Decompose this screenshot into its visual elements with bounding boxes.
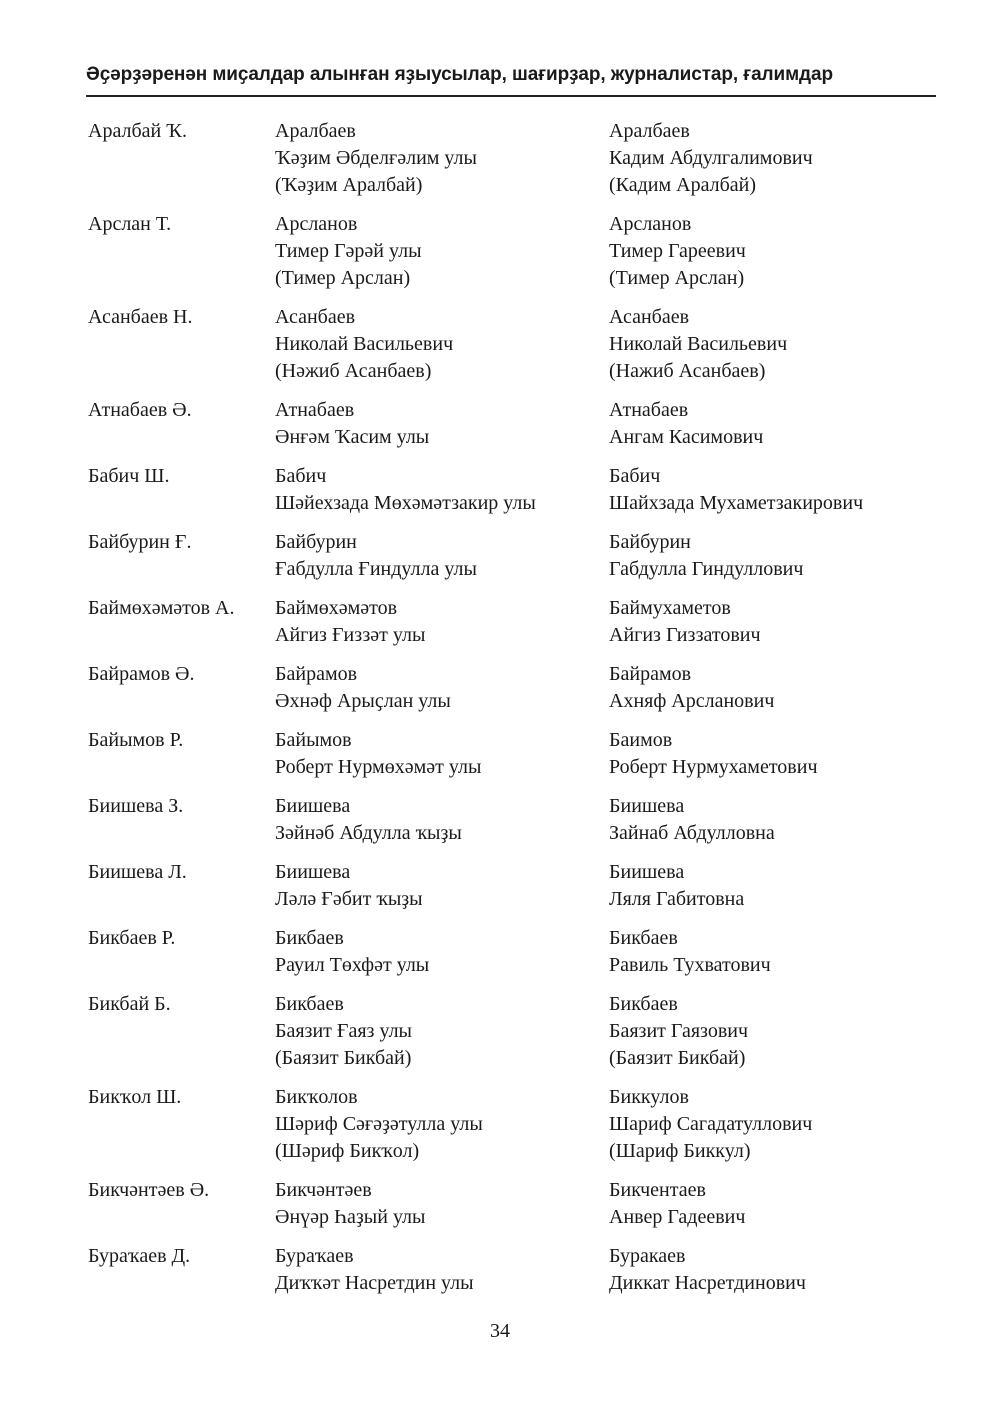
author-bashkir-name	[275, 793, 462, 847]
russian-name-line: Тимер Гареевич	[609, 240, 746, 262]
russian-name-line: Ангам Касимович	[609, 426, 764, 448]
author-entry	[0, 925, 1000, 979]
bashkir-name-line: (Тимер Арслан)	[275, 267, 411, 289]
author-russian-name	[609, 1084, 812, 1165]
russian-name-line: Аралбаев	[609, 120, 690, 142]
author-bashkir-name	[275, 463, 536, 517]
bashkir-name-line: Әнүәр Һаҙый улы	[275, 1206, 426, 1228]
russian-name-line: Равиль Тухватович	[609, 954, 771, 976]
author-short-name: Атнабаев Ә.	[88, 399, 192, 421]
author-russian-name	[609, 118, 813, 199]
bashkir-name-line: Әхнәф Арыҫлан улы	[275, 690, 451, 712]
bashkir-name-line: Рауил Төхфәт улы	[275, 954, 430, 976]
author-entry	[0, 727, 1000, 781]
russian-name-line: Шайхзада Мухаметзакирович	[609, 492, 864, 514]
author-entry	[0, 991, 1000, 1072]
russian-name-line: Байрамов	[609, 663, 692, 685]
author-short-name: Арслан Т.	[88, 213, 172, 235]
russian-name-line: Айгиз Гиззатович	[609, 624, 761, 646]
russian-name-line: (Шариф Биккул)	[609, 1140, 751, 1162]
author-entry	[0, 1084, 1000, 1165]
bashkir-name-line: Байымов	[275, 729, 352, 751]
author-entry	[0, 793, 1000, 847]
author-russian-name	[609, 211, 746, 292]
author-russian-name	[609, 793, 775, 847]
russian-name-line: Баимов	[609, 729, 673, 751]
russian-name-line: Зайнаб Абдулловна	[609, 822, 775, 844]
bashkir-name-line: Бабич	[275, 465, 327, 487]
author-short-name: Байрамов Ә.	[88, 663, 195, 685]
author-entry	[0, 595, 1000, 649]
russian-name-line: Бикбаев	[609, 927, 678, 949]
author-short-name: Бикчәнтәев Ә.	[88, 1179, 210, 1201]
author-short-name: Бикҡол Ш.	[88, 1086, 182, 1108]
author-bashkir-name	[275, 397, 429, 451]
author-entry	[0, 1243, 1000, 1297]
author-bashkir-name	[275, 529, 477, 583]
russian-name-line: Буракаев	[609, 1245, 686, 1267]
russian-name-line: Бикчентаев	[609, 1179, 706, 1201]
author-short-name: Биишева Л.	[88, 861, 187, 883]
bashkir-name-line: Диҡҡәт Насретдин улы	[275, 1272, 474, 1294]
russian-name-line: Байбурин	[609, 531, 691, 553]
author-short-name: Асанбаев Н.	[88, 306, 193, 328]
russian-name-line: Бабич	[609, 465, 661, 487]
bashkir-name-line: Бикбаев	[275, 993, 344, 1015]
russian-name-line: Атнабаев	[609, 399, 689, 421]
author-bashkir-name	[275, 859, 423, 913]
bashkir-name-line: Зәйнәб Абдулла ҡыҙы	[275, 822, 462, 844]
bashkir-name-line: Ләлә Ғәбит ҡыҙы	[275, 888, 423, 910]
author-short-name: Баймөхәмәтов А.	[88, 597, 235, 619]
bashkir-name-line: Арсланов	[275, 213, 358, 235]
bashkir-name-line: Ғабдулла Ғиндулла улы	[275, 558, 477, 580]
author-bashkir-name	[275, 1084, 483, 1165]
bashkir-name-line: Роберт Нурмөхәмәт улы	[275, 756, 482, 778]
author-russian-name	[609, 397, 763, 451]
russian-name-line: Баймухаметов	[609, 597, 731, 619]
author-russian-name	[609, 463, 863, 517]
bashkir-name-line: (Ҡәҙим Аралбай)	[275, 174, 423, 196]
bashkir-name-line: Баймөхәмәтов	[275, 597, 398, 619]
author-russian-name	[609, 859, 744, 913]
russian-name-line: Биишева	[609, 795, 685, 817]
bashkir-name-line: Атнабаев	[275, 399, 355, 421]
bashkir-name-line: Асанбаев	[275, 306, 356, 328]
author-entry	[0, 661, 1000, 715]
author-short-name: Байбурин Ғ.	[88, 531, 192, 553]
bashkir-name-line: Айгиз Ғиззәт улы	[275, 624, 426, 646]
author-bashkir-name	[275, 925, 429, 979]
author-bashkir-name	[275, 661, 451, 715]
author-entry	[0, 529, 1000, 583]
page-number: 34	[490, 1320, 510, 1342]
author-entry	[0, 397, 1000, 451]
russian-name-line: Шариф Сагадатуллович	[609, 1113, 813, 1135]
bashkir-name-line: (Шәриф Бикҡол)	[275, 1140, 420, 1162]
bashkir-name-line: Биишева	[275, 795, 351, 817]
author-short-name: Аралбай Ҡ.	[88, 120, 187, 142]
author-russian-name	[609, 991, 748, 1072]
author-russian-name	[609, 529, 803, 583]
bashkir-name-line: Бикҡолов	[275, 1086, 358, 1108]
author-russian-name	[609, 925, 771, 979]
russian-name-line: (Тимер Арслан)	[609, 267, 745, 289]
russian-name-line: (Нажиб Асанбаев)	[609, 360, 766, 382]
author-bashkir-name	[275, 1177, 425, 1231]
russian-name-line: Бикбаев	[609, 993, 678, 1015]
author-entry	[0, 859, 1000, 913]
author-bashkir-name	[275, 991, 412, 1072]
bashkir-name-line: Шәйехзада Мөхәмәтзакир улы	[275, 492, 536, 514]
author-short-name: Бикбай Б.	[88, 993, 171, 1015]
author-russian-name	[609, 1177, 745, 1231]
russian-name-line: (Кадим Аралбай)	[609, 174, 757, 196]
bashkir-name-line: Байрамов	[275, 663, 358, 685]
author-short-name: Бураҡаев Д.	[88, 1245, 191, 1267]
author-russian-name	[609, 661, 774, 715]
bashkir-name-line: (Нәжиб Асанбаев)	[275, 360, 432, 382]
bashkir-name-line: Баязит Ғаяз улы	[275, 1020, 412, 1042]
russian-name-line: Биккулов	[609, 1086, 689, 1108]
bashkir-name-line: Бикбаев	[275, 927, 344, 949]
author-bashkir-name	[275, 211, 422, 292]
russian-name-line: Кадим Абдулгалимович	[609, 147, 813, 169]
russian-name-line: Анвер Гадеевич	[609, 1206, 746, 1228]
russian-name-line: Николай Васильевич	[609, 333, 788, 355]
russian-name-line: Ляля Габитовна	[609, 888, 745, 910]
russian-name-line: Габдулла Гиндуллович	[609, 558, 804, 580]
author-bashkir-name	[275, 1243, 474, 1297]
author-short-name: Бабич Ш.	[88, 465, 170, 487]
bashkir-name-line: Шәриф Сәғәҙәтулла улы	[275, 1113, 483, 1135]
russian-name-line: (Баязит Бикбай)	[609, 1047, 746, 1069]
header-divider	[86, 95, 936, 97]
author-russian-name	[609, 1243, 806, 1297]
bashkir-name-line: Бикчәнтәев	[275, 1179, 372, 1201]
author-russian-name	[609, 595, 761, 649]
author-entry	[0, 118, 1000, 199]
russian-name-line: Ахняф Арсланович	[609, 690, 775, 712]
bashkir-name-line: Ҡәҙим Әбделғәлим улы	[275, 147, 477, 169]
author-bashkir-name	[275, 118, 477, 199]
author-bashkir-name	[275, 304, 453, 385]
bashkir-name-line: Николай Васильевич	[275, 333, 454, 355]
russian-name-line: Биишева	[609, 861, 685, 883]
author-short-name: Бикбаев Р.	[88, 927, 176, 949]
russian-name-line: Диккат Насретдинович	[609, 1272, 806, 1294]
author-bashkir-name	[275, 595, 425, 649]
bashkir-name-line: (Баязит Бикбай)	[275, 1047, 412, 1069]
author-entry	[0, 1177, 1000, 1231]
author-entry	[0, 304, 1000, 385]
bashkir-name-line: Аралбаев	[275, 120, 356, 142]
bashkir-name-line: Байбурин	[275, 531, 357, 553]
author-russian-name	[609, 727, 818, 781]
bashkir-name-line: Әнғәм Ҡасим улы	[275, 426, 430, 448]
author-bashkir-name	[275, 727, 481, 781]
page-header-title: Әҫәрҙәренән миҫалдар алынған яҙыусылар, шағирҙар, журналистар, ғалимдар	[86, 64, 833, 85]
author-russian-name	[609, 304, 787, 385]
russian-name-line: Асанбаев	[609, 306, 690, 328]
bashkir-name-line: Биишева	[275, 861, 351, 883]
bashkir-name-line: Бураҡаев	[275, 1245, 354, 1267]
russian-name-line: Роберт Нурмухаметович	[609, 756, 818, 778]
author-short-name: Биишева З.	[88, 795, 184, 817]
author-entry	[0, 463, 1000, 517]
author-short-name: Байымов Р.	[88, 729, 184, 751]
russian-name-line: Арсланов	[609, 213, 692, 235]
bashkir-name-line: Тимер Гәрәй улы	[275, 240, 422, 262]
russian-name-line: Баязит Гаязович	[609, 1020, 749, 1042]
author-entry	[0, 211, 1000, 292]
